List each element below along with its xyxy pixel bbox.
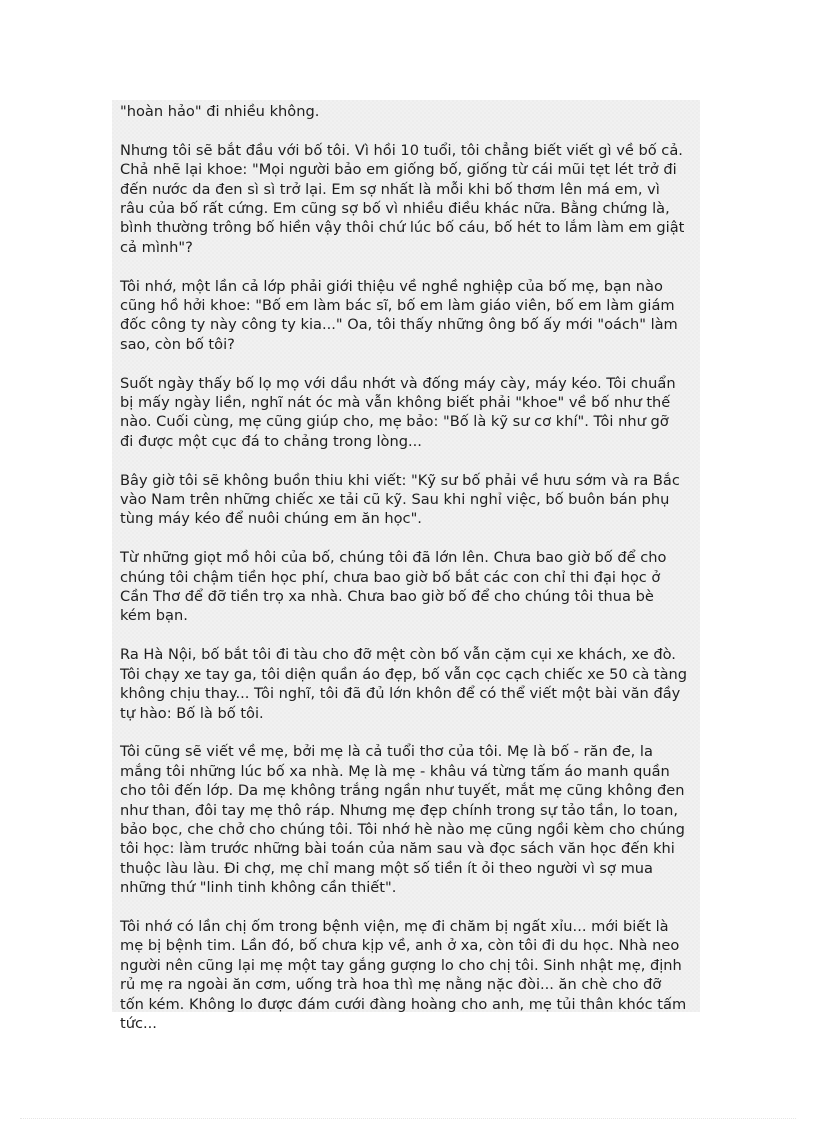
paragraph-1: "hoàn hảo" đi nhiều không.	[120, 103, 320, 120]
paragraph-7: Ra Hà Nội, bố bắt tôi đi tàu cho đỡ mệt còn bố vẫn cặm cụi xe khách, xe đò. Tôi chạy xe tay ga, tôi diện quần áo đẹp, bố vẫn cọc cạch chiếc xe 50 cà tàng không chịu thay... Tôi nghĩ, tôi đã đủ lớn khôn để có thể viết một bài văn đầy tự hào: Bố là bố tôi.	[120, 646, 688, 722]
paragraph-4: Suốt ngày thấy bố lọ mọ với dầu nhớt và đống máy cày, máy kéo. Tôi chuẩn bị mấy ngày liền, nghĩ nát óc mà vẫn không biết phải "khoe" về bố như thế nào. Cuối cùng, mẹ cũng giúp cho, mẹ bảo: "Bố là kỹ sư cơ khí". Tôi như gỡ đi được một cục đá to chảng trong lòng...	[120, 374, 676, 450]
page-bottom-divider	[20, 1118, 796, 1119]
paragraph-9: Tôi nhớ có lần chị ốm trong bệnh viện, mẹ đi chăm bị ngất xỉu... mới biết là mẹ bị bệnh tim. Lần đó, bố chưa kịp về, anh ở xa, còn tôi đi du học. Nhà neo người nên cũng lại mẹ một tay gắng gượng lo cho chị tôi. Sinh nhật mẹ, định rủ mẹ ra ngoài ăn cơm, uống trà hoa thì mẹ nằng nặc đòi... ăn chè cho đỡ tốn kém. Không lo được đám cưới đàng hoàng cho anh, mẹ tủi thân khóc tấm tức...	[120, 917, 687, 1032]
paragraph-2: Nhưng tôi sẽ bắt đầu với bố tôi. Vì hồi 10 tuổi, tôi chẳng biết viết gì về bố cả. Chả nhẽ lại khoe: "Mọi người bảo em giống bố, giống từ cái mũi tẹt lét trở đi đến nước da đen sì sì trở lại. Em sợ nhất là mỗi khi bố thơm lên má em, vì râu của bố rất cứng. Em cũng sợ bố vì nhiều điều khác nữa. Bằng chứng là, bình thường trông bố hiền vậy thôi chứ lúc bố cáu, bố hét to lắm làm em giật cả mình"?	[120, 141, 685, 256]
paragraph-3: Tôi nhớ, một lần cả lớp phải giới thiệu về nghề nghiệp của bố mẹ, bạn nào cũng hồ hởi khoe: "Bố em làm bác sĩ, bố em làm giáo viên, bố em làm giám đốc công ty này công ty kia..." Oa, tôi thấy những ông bố ấy mới "oách" làm sao, còn bố tôi?	[120, 277, 678, 353]
paragraph-5: Bây giờ tôi sẽ không buồn thiu khi viết: "Kỹ sư bố phải về hưu sớm và ra Bắc vào Nam trên những chiếc xe tải cũ kỹ. Sau khi nghỉ việc, bố buôn bán phụ tùng máy kéo để nuôi chúng em ăn học".	[120, 471, 680, 528]
paragraph-6: Từ những giọt mồ hôi của bố, chúng tôi đã lớn lên. Chưa bao giờ bố để cho chúng tôi chậm tiền học phí, chưa bao giờ bố bắt các con chỉ thi đại học ở Cần Thơ để đỡ tiền trọ xa nhà. Chưa bao giờ bố để cho chúng tôi thua bè kém bạn.	[120, 549, 667, 625]
text-body	[112, 100, 700, 1032]
paragraph-8: Tôi cũng sẽ viết về mẹ, bởi mẹ là cả tuổi thơ của tôi. Mẹ là bố - răn đe, la mắng tôi những lúc bố xa nhà. Mẹ là mẹ - khâu vá từng tấm áo manh quần cho tôi đến lớp. Da mẹ không trắng ngần như tuyết, mắt mẹ cũng không đen như than, đôi tay mẹ thô ráp. Nhưng mẹ đẹp chính trong sự tảo tần, lo toan, bảo bọc, che chở cho chúng tôi. Tôi nhớ hè nào mẹ cũng ngồi kèm cho chúng tôi học: làm trước những bài toán của năm sau và đọc sách văn học đến khi thuộc làu làu. Đi chợ, mẹ chỉ mang một số tiền ít ỏi theo người vì sợ mua những thứ "linh tinh không cần thiết".	[120, 743, 685, 897]
